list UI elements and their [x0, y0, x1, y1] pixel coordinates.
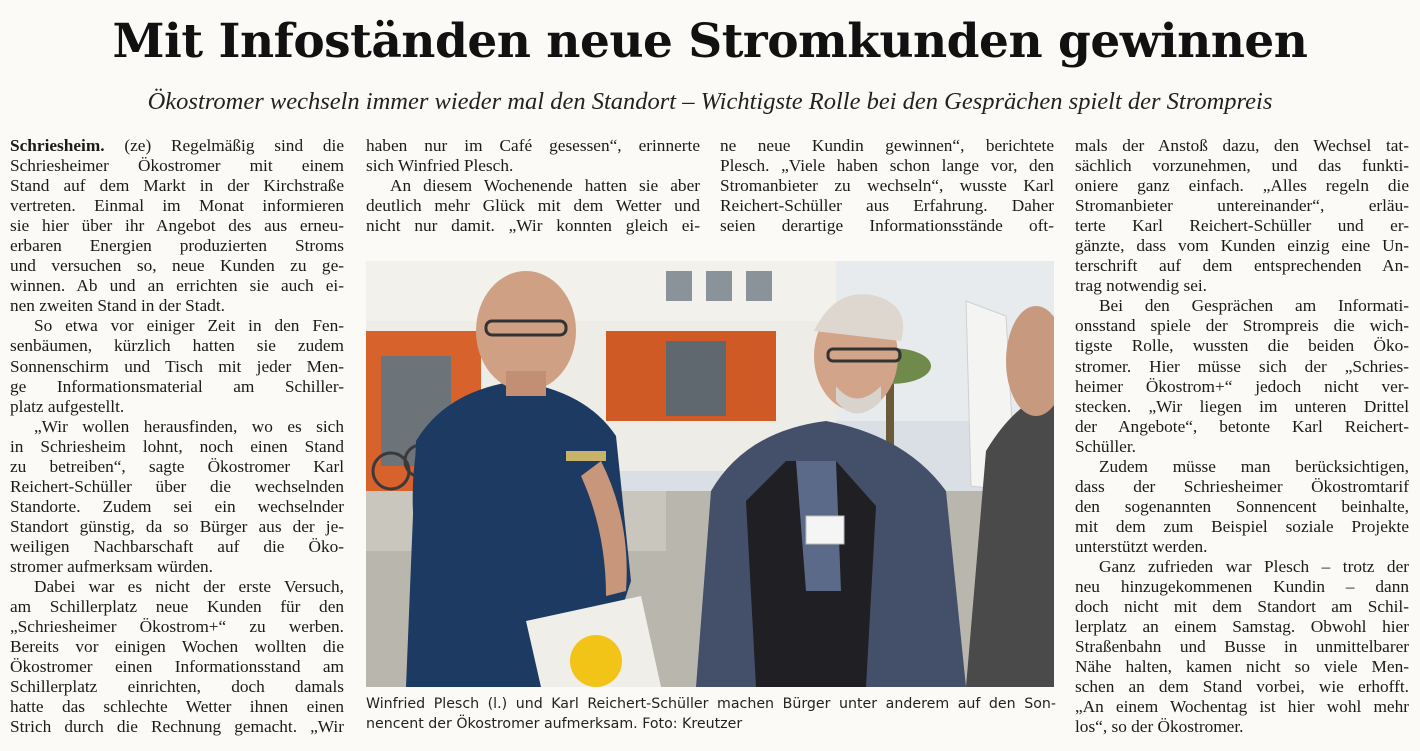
article-line: Plesch. „Viele haben schon lange vor, den [720, 156, 1054, 176]
article-photo [366, 261, 1054, 687]
article-line: unterstützt werden. [1075, 536, 1208, 556]
article-line: Schillerplatz einrichten, doch damals [10, 677, 344, 697]
article-line: Bei den Gesprächen am Informati- [1099, 296, 1409, 316]
article-line: weiligen Nachbarschaft auf die Öko- [10, 536, 344, 556]
article-line: neu hinzugekommenen Kundin – dann [1075, 577, 1409, 597]
article-line: Straßenbahn und Busse in unmittelbarer [1075, 637, 1409, 657]
article-line: An diesem Wochenende hatten sie aber [390, 176, 700, 196]
article-line: „Wir wollen herausfinden, wo es sich [34, 416, 344, 436]
article-line: Ganz zufrieden war Plesch – trotz der [1099, 556, 1409, 576]
article-line: sächlich vorzunehmen, und das funkti- [1075, 156, 1409, 176]
article-line: und versuchen so, neue Kunden zu ge- [10, 256, 344, 276]
article-line: hatte das schlechte Wetter ihnen einen [10, 697, 344, 717]
caption-line: Winfried Plesch (l.) und Karl Reichert-Schüller machen Bürger unter anderem auf den Son- [366, 696, 1056, 712]
article-line: sie hier über ihr Angebot des aus erneu- [10, 216, 344, 236]
article-line: lerplatz an einem Samstag. Obwohl hier [1075, 617, 1409, 637]
article-line: Dabei war es nicht der erste Versuch, [34, 577, 344, 597]
article-line: So etwa vor einiger Zeit in den Fen- [34, 316, 344, 336]
article-line: ge Informationsmaterial am Schiller- [10, 376, 344, 396]
article-line: ne neue Kundin gewinnen“, berichtete [720, 136, 1054, 155]
photo-illustration [366, 261, 1054, 687]
article-line: Nähe halten, kamen nicht so viele Men- [1075, 657, 1409, 677]
article-line: Schriesheim. (ze) Regelmäßig sind die [10, 136, 344, 155]
article-line: deutlich mehr Glück mit dem Wetter und [366, 196, 700, 216]
article-line: mit dem zum Beispiel soziale Projekte [1075, 516, 1409, 536]
article-line: „Schriesheimer Ökostrom+“ zu werben. [10, 617, 344, 637]
article-line: Reichert-Schüller aus Erfahrung. Daher [720, 196, 1054, 216]
article-line: Ökostromer einen Informationsstand am [10, 657, 344, 677]
article-line: erbaren Energien produzierten Stroms [10, 236, 344, 256]
article-line: Standort günstig, da so Bürger aus der je- [10, 516, 344, 536]
article-line: terschrift auf dem entsprechenden An- [1075, 256, 1409, 276]
page-headline: Mit Infoständen neue Stromkunden gewinnen [112, 14, 1308, 69]
article-line: Strich durch die Rechnung gemacht. „Wir [10, 717, 344, 737]
article-column-3 [720, 136, 1054, 236]
page-subheadline: Ökostromer wechseln immer wieder mal den Standort – Wichtigste Rolle bei den Gesprächen spielt der Strompreis [147, 88, 1273, 115]
article-line: der Angebote“, betonte Karl Reichert- [1075, 416, 1409, 436]
article-line: „An einem Wochentag ist hier wohl mehr [1075, 697, 1409, 717]
article-line: den sogenannten Sonnencent beinhalte, [1075, 496, 1409, 516]
dateline: Schriesheim. [10, 136, 105, 155]
article-line: Reichert-Schüller über die wechselnden [10, 476, 344, 496]
article-line: tigste Rolle, wussten die beiden Öko- [1075, 336, 1409, 356]
article-line: haben nur im Café gesessen“, erinnerte [366, 136, 700, 155]
article-line: Stromanbieter zu wechseln“, wusste Karl [720, 176, 1054, 196]
article-line: Schriesheimer Ökostromer mit einem [10, 156, 344, 176]
article-line: los“, so der Ökostromer. [1075, 717, 1244, 737]
article-line: Sonnenschirm und Tisch mit jeder Men- [10, 356, 344, 376]
article-line: sich Winfried Plesch. [366, 156, 514, 176]
article-line: oniere ganz einfach. „Alles regeln die [1075, 176, 1409, 196]
article-line: terte Karl Reichert-Schüller und er- [1075, 216, 1409, 236]
article-line: Bereits vor einigen Wochen wollten die [10, 637, 344, 657]
article-line: seien derartige Informationsstände oft- [720, 216, 1054, 236]
article-line: stecken. „Wir liegen im unteren Drittel [1075, 396, 1409, 416]
photo-caption [366, 694, 1056, 734]
article-line: gänzte, dass vom Kunden einzig eine Un- [1075, 236, 1409, 256]
article-line: Stand auf dem Markt in der Kirchstraße [10, 176, 344, 196]
article-line: in Schriesheim lohnt, noch einen Stand [10, 436, 344, 456]
article-line: vertreten. Einmal im Monat informieren [10, 196, 344, 216]
article-line: onsstand spiele der Strompreis die wich- [1075, 316, 1409, 336]
article-line: stromer. Hier müsse sich der „Schries- [1075, 356, 1409, 376]
article-line: Stromanbieter untereinander“, erläu- [1075, 196, 1409, 216]
article-column-1 [10, 136, 344, 737]
article-line: schen an dem Stand vorbei, wie erhofft. [1075, 677, 1409, 697]
article-line: stromer aufmerksam würden. [10, 556, 213, 576]
article-line: nen zweiten Stand in der Stadt. [10, 296, 226, 316]
article-line: senbäumen, kürzlich hatten sie zudem [10, 336, 344, 356]
caption-line: nencent der Ökostromer aufmerksam. Foto: Kreutzer [366, 716, 743, 732]
article-column-2 [366, 136, 700, 236]
article-line: nicht nur damit. „Wir konnten gleich ei- [366, 216, 700, 236]
article-line: Zudem müsse man berücksichtigen, [1099, 456, 1409, 476]
article-column-4 [1075, 136, 1409, 737]
article-line: mals der Anstoß dazu, den Wechsel tat- [1075, 136, 1409, 155]
article-line: platz aufgestellt. [10, 396, 125, 416]
article-line: am Schillerplatz neue Kunden für den [10, 597, 344, 617]
article-line: Standorte. Zudem sei ein wechselnder [10, 496, 344, 516]
article-line: trag notwendig sei. [1075, 276, 1207, 296]
article-line: Schüller. [1075, 436, 1136, 456]
article-line: winnen. Ab und an errichten sie auch ei- [10, 276, 344, 296]
article-line: heimer Ökostrom+“ jedoch nicht ver- [1075, 376, 1409, 396]
article-line: dass der Schriesheimer Ökostromtarif [1075, 476, 1409, 496]
article-line: doch nicht mit dem Standort am Schil- [1075, 597, 1409, 617]
article-line: zu betreiben“, sagte Ökostromer Karl [10, 456, 344, 476]
